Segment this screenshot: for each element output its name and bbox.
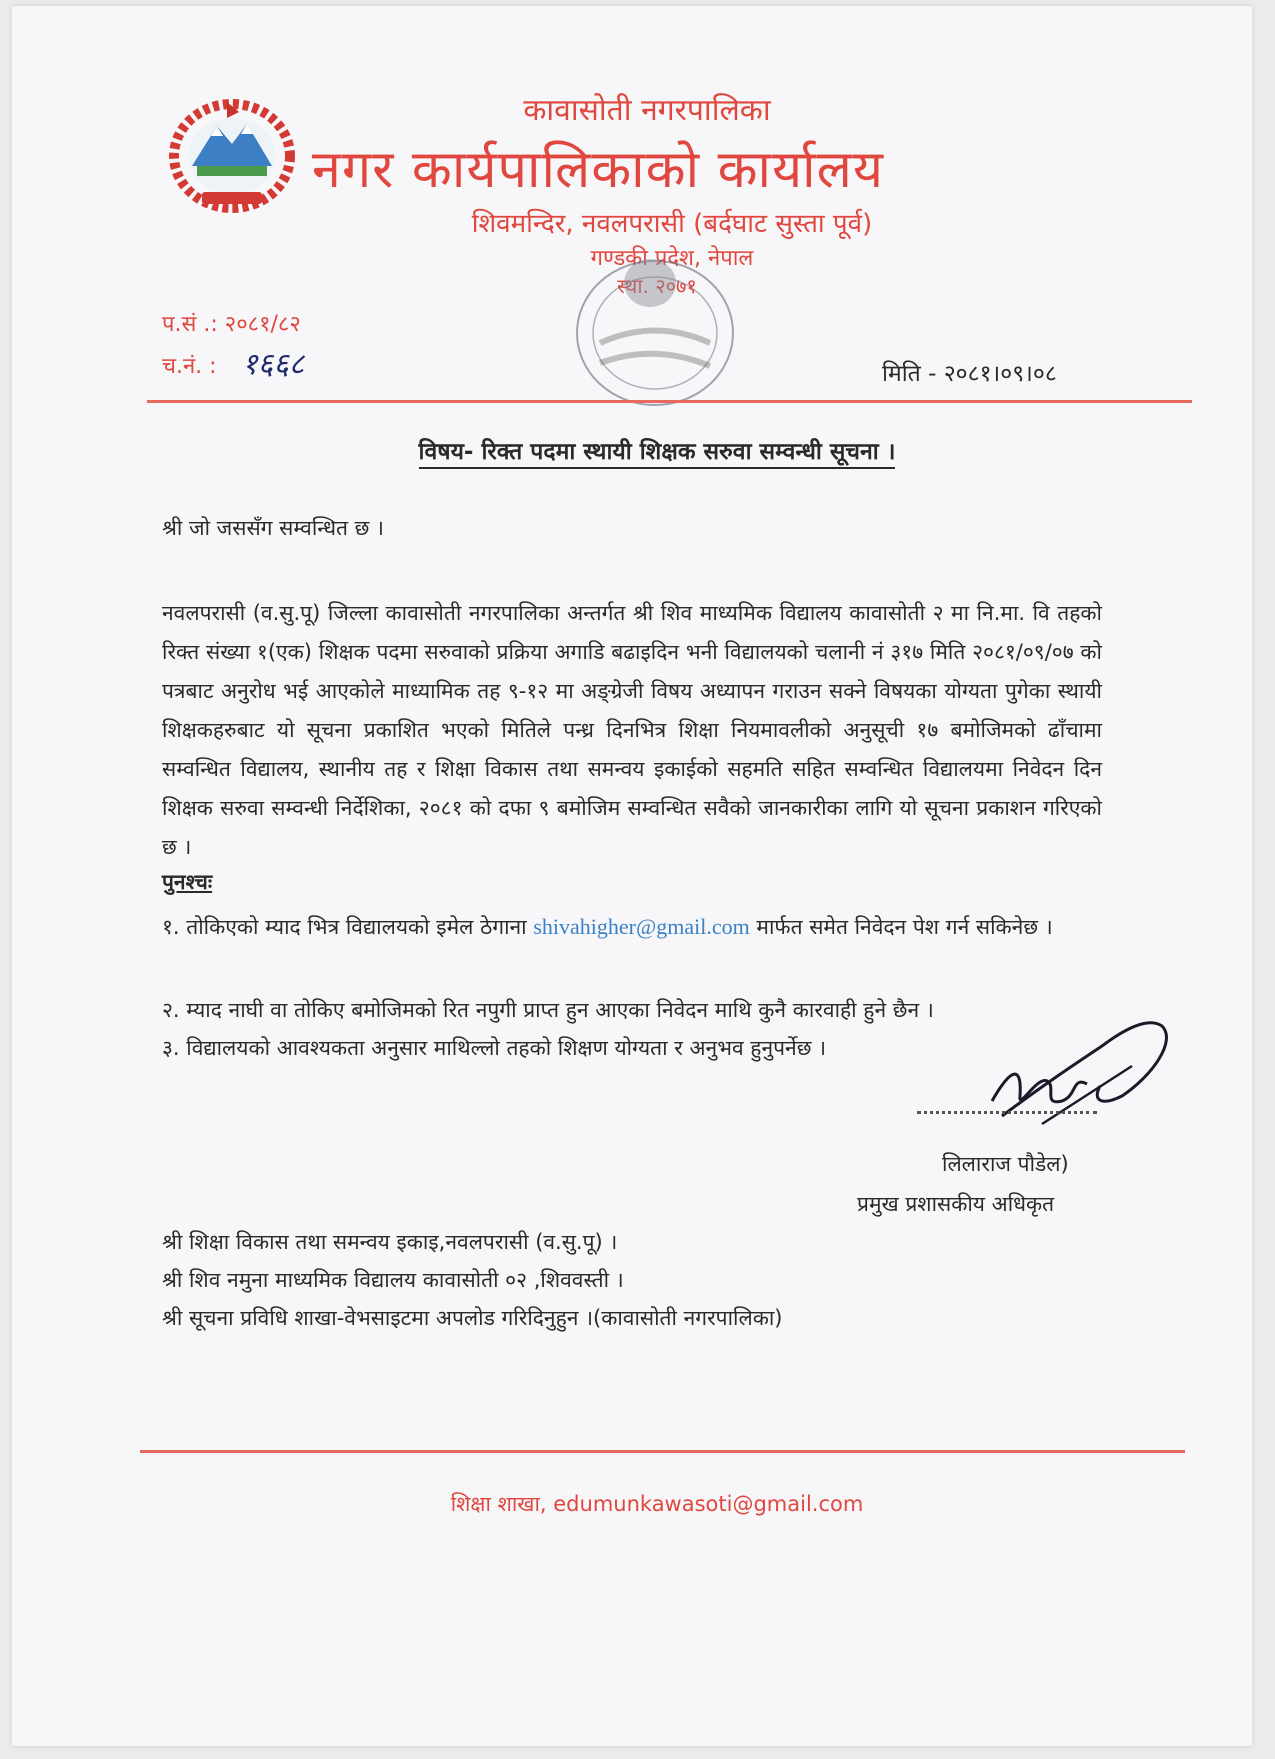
municipality-name: कावासोती नगरपालिका — [523, 93, 771, 128]
postscript-title: पुनश्चः — [162, 870, 213, 894]
established: स्था. २०७१ — [617, 274, 697, 298]
footer-divider — [140, 1450, 1185, 1453]
postscript-item-1: १. तोकिएको म्याद भित्र विद्यालयको इमेल ठेगाना shivahigher@gmail.com मार्फत समेत निवेदन पेश गर्न सकिनेछ । — [162, 914, 1053, 939]
school-email-link[interactable]: shivahigher@gmail.com — [533, 914, 750, 939]
notice-letter — [12, 6, 1252, 1746]
postscript-item-3: ३. विद्यालयको आवश्यकता अनुसार माथिल्लो तहको शिक्षण योग्यता र अनुभव हुनुपर्नेछ । — [162, 1036, 827, 1060]
handwritten-signature-icon — [982, 1006, 1182, 1136]
footer-contact: शिक्षा शाखा, edumunkawasoti@gmail.com — [450, 1492, 864, 1516]
office-address: शिवमन्दिर, नवलपरासी (बर्दघाट सुस्ता पूर्व) — [471, 209, 873, 239]
province: गण्डकी प्रदेश, नेपाल — [590, 246, 754, 271]
office-seal-icon — [560, 248, 750, 418]
subject-line: विषय- रिक्त पदमा स्थायी शिक्षक सरुवा सम्वन्धी सूचना । — [12, 434, 1252, 466]
dispatch-number: १६६८ — [242, 347, 305, 382]
postscript-item-2: २. म्याद नाघी वा तोकिए बमोजिमको रित नपुगी प्राप्त हुन आएका निवेदन माथि कुनै कारवाही हुने छैन । — [162, 998, 934, 1022]
copy-recipient: श्री शिक्षा विकास तथा समन्वय इकाइ,नवलपरासी (व.सु.पू) । — [162, 1230, 618, 1254]
copy-recipient: श्री शिव नमुना माध्यमिक विद्यालय कावासोती ०२ ,शिववस्ती । — [162, 1268, 624, 1292]
header-divider — [147, 400, 1192, 403]
signature-line — [917, 1111, 1097, 1114]
copy-recipient: श्री सूचना प्रविधि शाखा-वेभसाइटमा अपलोड गरिदिनुहुन ।(कावासोती नगरपालिका) — [162, 1306, 783, 1330]
letter-date: मिति - २०८१।०९।०८ — [882, 361, 1057, 387]
salutation: श्री जो जससँग सम्वन्धित छ । — [162, 516, 385, 540]
dispatch-label: च.नं. : — [162, 354, 217, 379]
office-name: नगर कार्यपालिकाको कार्यालय — [312, 140, 885, 200]
notice-body: नवलपरासी (व.सु.पू) जिल्ला कावासोती नगरपालिका अन्तर्गत श्री शिव माध्यमिक विद्यालय कावासोती २ मा नि.मा. वि तहको रिक्त संख्या १(एक) शिक्षक पदमा सरुवाको प्रक्रिया अगाडि बढाइदिन भनी विद्यालयको चलानी नं ३१७ मिति २०८१/०९/०७ को पत्रबाट अनुरोध भई आएकोले माध्यामिक तह ९-१२ मा अङ्ग्रेजी विषय अध्यापन गराउन सक्ने विषयका योग्यता पुगेका स्थायी शिक्षकहरुबाट यो सूचना प्रकाशित भएको मितिले पन्ध्र दिनभित्र शिक्षा नियमावलीको अनुसूची १७ बमोजिमको ढाँचामा सम्वन्धित विद्यालय, स्थानीय तह र शिक्षा विकास तथा समन्वय इकाईको सहमति सहित सम्वन्धित विद्यालयमा निवेदन दिन शिक्षक सरुवा सम्वन्धी निर्देशिका, २०८१ को दफा ९ बमोजिम सम्वन्धित सवैको जानकारीका लागि यो सूचना प्रकाशन गरिएको छ । — [162, 601, 1102, 859]
signatory-name: लिलाराज पौडेल) — [942, 1152, 1069, 1176]
reference-number: प.सं .: २०८१/८२ — [162, 312, 301, 337]
signatory-designation: प्रमुख प्रशासकीय अधिकृत — [857, 1192, 1055, 1216]
